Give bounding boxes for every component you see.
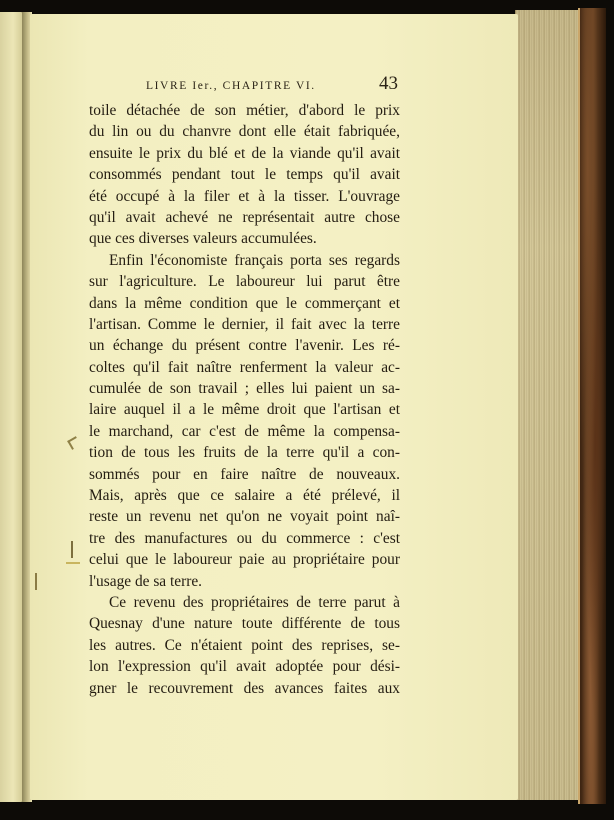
text-line: Enfin l'économiste français porta ses regards [109,251,400,269]
text-line: Quesnay d'une nature toute différente de tous [89,615,400,633]
text-line: laire auquel il a le même droit que l'artisan et [89,401,400,419]
text-line: cumulée de son travail ; elles lui paient un sa- [89,380,400,398]
facing-page-edge [0,12,24,802]
text-line: que ces diverses valeurs accumulées. [89,230,317,248]
text-line: sommés pour en faire naître de nouveaux. [89,465,400,483]
text-line: du lin ou du chanvre dont elle était fabriquée, [89,123,400,141]
pencil-margin-mark [71,541,73,558]
text-line: toile détachée de son métier, d'abord le prix [89,102,400,119]
text-line: un échange du présent contre l'avenir. Les ré- [89,337,400,355]
text-line: gner le recouvrement des avances faites aux [89,679,400,697]
text-line: coltes qu'il fait naître renferment la valeur ac- [89,358,400,376]
page-edge-shading [515,10,583,800]
text-line: été occupé à la filer et à la tisser. L'ouvrage [89,187,400,205]
text-line: dans la même condition que le commerçant et [89,294,400,312]
text-line: Ce revenu des propriétaires de terre parut à [109,593,400,611]
text-line: les autres. Ce n'étaient point des reprises, se- [89,636,400,654]
text-line: l'usage de sa terre. [89,572,203,590]
text-line: le marchand, car c'est de même la compensa- [89,422,400,440]
marbled-cover-edge [578,8,606,804]
body-text [89,100,400,699]
text-line: qu'il avait achevé ne représentait autre chose [89,208,400,226]
text-line: celui que le laboureur paie au propriétaire pour [89,551,400,569]
text-line: tre des manufactures ou du commerce : c'est [89,529,400,547]
pencil-margin-mark [66,562,80,564]
running-head: LIVRE Ier., CHAPITRE VI. [146,80,316,92]
text-line: ensuite le prix du blé et de la viande qu'il avait [89,144,400,162]
text-line: reste un revenu net qu'on ne voyait point naî- [89,508,400,526]
text-line: sur l'agriculture. Le laboureur lui parut être [89,273,400,291]
text-line: l'artisan. Comme le dernier, il fait avec la terre [89,315,400,333]
page-number: 43 [379,73,398,94]
text-line: lon l'expression qu'il avait adoptée pour dési- [89,658,400,676]
text-line: Mais, après que ce salaire a été prélevé, il [89,487,400,505]
text-line: tion de tous les fruits de la terre qu'il a con- [89,444,400,462]
pencil-margin-mark [35,573,37,590]
text-line: consommés pendant tout le temps qu'il avait [89,166,400,184]
